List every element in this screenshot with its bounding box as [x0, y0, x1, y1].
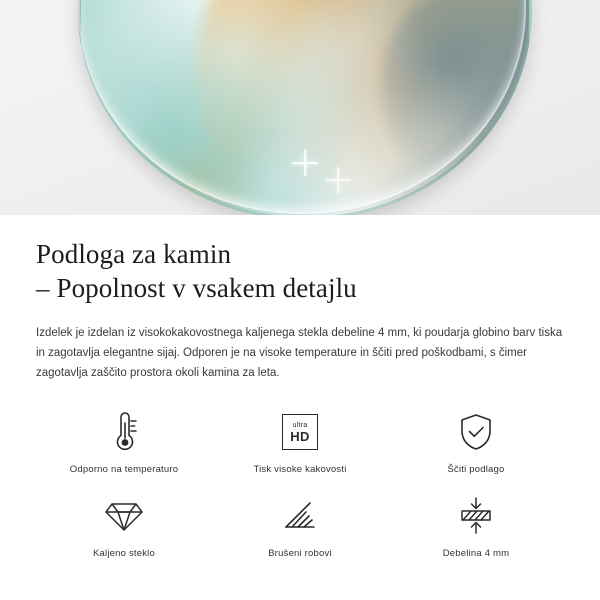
ultra-hd-badge-small: ultra — [292, 421, 308, 429]
shield-check-icon — [457, 409, 495, 455]
feature-list — [36, 409, 564, 559]
feature-item — [36, 493, 212, 559]
polished-edges-icon — [280, 493, 320, 539]
headline-line-1: Podloga za kamin — [36, 239, 232, 269]
swirl-teal — [101, 5, 301, 195]
thickness-arrows-icon — [456, 493, 496, 539]
thermometer-icon — [107, 409, 141, 455]
feature-label: Tisk visoke kakovosti — [253, 464, 347, 475]
feature-item — [212, 409, 388, 475]
diamond-icon — [104, 493, 144, 539]
feature-label: Kaljeno steklo — [93, 548, 155, 559]
glass-disc-graphic — [78, 0, 532, 215]
feature-item — [36, 409, 212, 475]
ultra-hd-icon — [282, 409, 318, 455]
description-paragraph: Izdelek je izdelan iz visokokakovostnega kaljenega stekla debeline 4 mm, ki poudarja globino barv tiska in zagotavlja elegantne sijaj. Odporen je na visoke temperature in ščiti pred poškodbami, s čimer zagotavlja zaščito prostora okoli kamina za leta. — [36, 327, 563, 379]
feature-item — [388, 409, 564, 475]
ultra-hd-badge-big: HD — [290, 428, 310, 444]
feature-label: Ščiti podlago — [447, 464, 505, 475]
swirl-gold — [168, 0, 385, 182]
feature-label: Brušeni robovi — [268, 548, 332, 559]
feature-item — [212, 493, 388, 559]
swirl-gold-secondary — [302, 0, 532, 181]
feature-label: Odporno na temperaturo — [69, 464, 179, 475]
swirl-deep-blue — [381, 0, 532, 185]
headline-line-2: – Popolnost v vsakem detajlu — [36, 273, 357, 303]
feature-label: Debelina 4 mm — [442, 548, 510, 559]
hero-image — [0, 0, 600, 215]
feature-item — [388, 493, 564, 559]
page-title — [36, 237, 564, 305]
content-area — [0, 237, 600, 559]
